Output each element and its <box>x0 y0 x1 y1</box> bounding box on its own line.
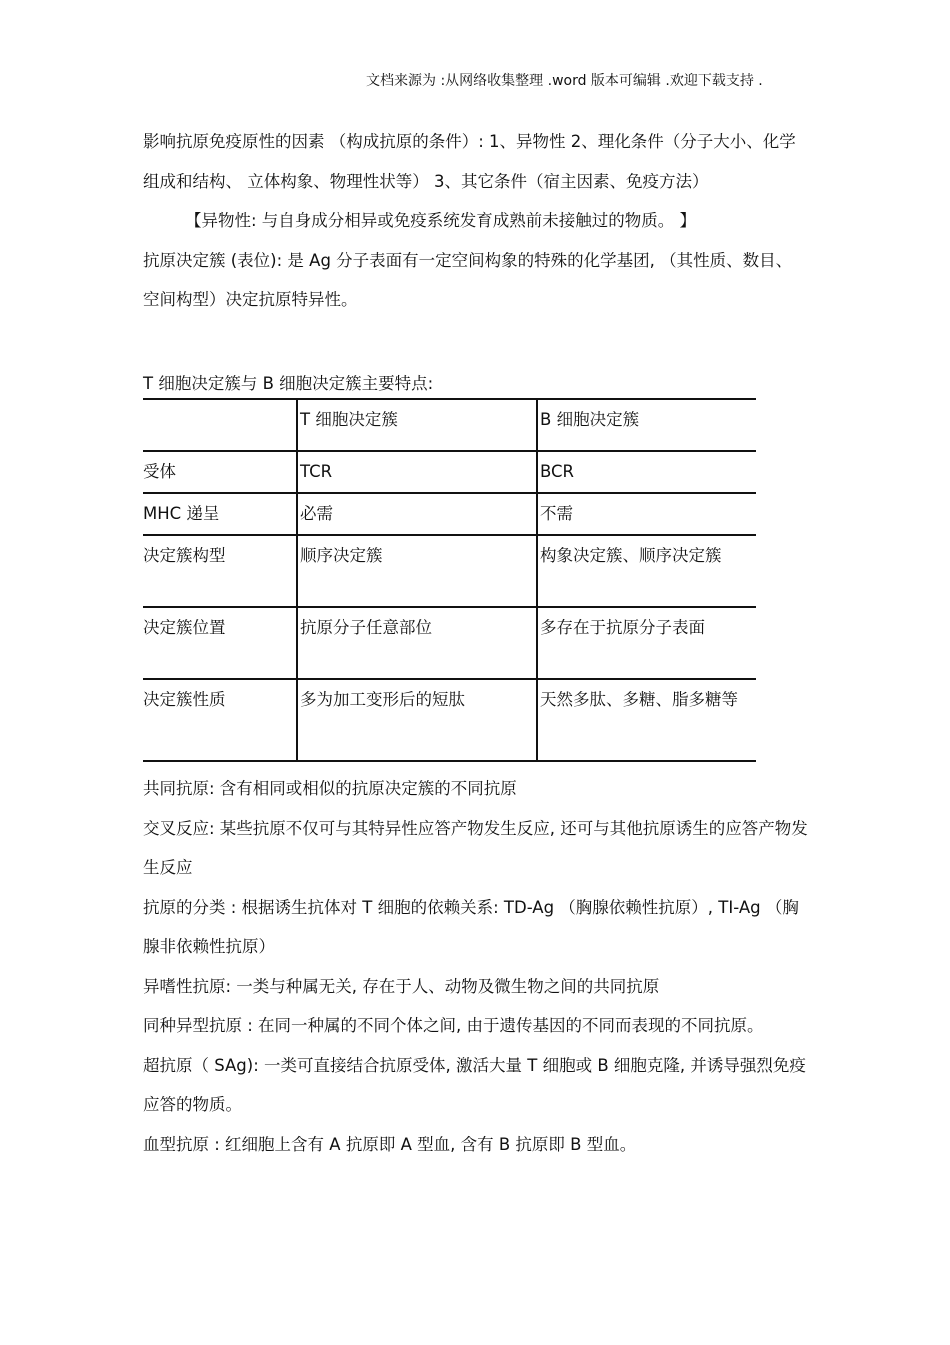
table-header-cell: T 细胞决定簇 <box>297 399 537 451</box>
page-header: 文档来源为 :从网络收集整理 .word 版本可编辑 .欢迎下载支持 . <box>366 73 763 89</box>
table-row <box>143 451 756 493</box>
table-row <box>143 607 756 679</box>
table-cell: BCR <box>537 451 756 493</box>
table-title: T 细胞决定簇与 B 细胞决定簇主要特点: <box>143 374 434 393</box>
paragraph-antigen-classification: 抗原的分类 : 根据诱生抗体对 T 细胞的依赖关系: TD-Ag （胸腺依赖性抗原）, TI-Ag （胸腺非依赖性抗原） <box>143 897 799 956</box>
paragraph-alloantigen: 同种异型抗原 : 在同一种属的不同个体之间, 由于遗传基因的不同而表现的不同抗原。 <box>143 1016 764 1035</box>
table-cell: 抗原分子任意部位 <box>297 607 537 679</box>
table-row <box>143 535 756 607</box>
table-cell: TCR <box>297 451 537 493</box>
table-header-cell: B 细胞决定簇 <box>537 399 756 451</box>
paragraph-blood-group-antigen: 血型抗原 : 红细胞上含有 A 抗原即 A 型血, 含有 B 抗原即 B 型血。 <box>143 1134 637 1154</box>
table-header-cell <box>143 399 297 451</box>
paragraph-common-antigen: 共同抗原: 含有相同或相似的抗原决定簇的不同抗原 <box>143 779 517 798</box>
definitions-section <box>143 769 808 1164</box>
table-cell: 受体 <box>143 451 297 493</box>
table-cell: 多存在于抗原分子表面 <box>537 607 756 679</box>
table-cell: 天然多肽、多糖、脂多糖等 <box>537 679 756 761</box>
paragraph-heterophile-antigen: 异嗜性抗原: 一类与种属无关, 存在于人、动物及微生物之间的共同抗原 <box>143 976 660 996</box>
table-cell: 构象决定簇、顺序决定簇 <box>537 535 756 607</box>
epitope-comparison-table <box>143 398 756 762</box>
intro-section <box>143 122 808 320</box>
table-row <box>143 493 756 535</box>
table-row <box>143 679 756 761</box>
paragraph-cross-reaction: 交叉反应: 某些抗原不仅可与其特异性应答产物发生反应, 还可与其他抗原诱生的应答产物发生反应 <box>143 818 808 877</box>
table-cell: 不需 <box>537 493 756 535</box>
table-cell: 决定簇位置 <box>143 607 297 679</box>
table-cell: 顺序决定簇 <box>297 535 537 607</box>
table-cell: 决定簇构型 <box>143 535 297 607</box>
paragraph-superantigen: 超抗原（ SAg): 一类可直接结合抗原受体, 激活大量 T 细胞或 B 细胞克隆, 并诱导强烈免疫应答的物质。 <box>143 1055 806 1114</box>
table-header-row <box>143 399 756 451</box>
paragraph-epitope: 抗原决定簇 (表位): 是 Ag 分子表面有一定空间构象的特殊的化学基团, （其性质、数目、空间构型）决定抗原特异性。 <box>143 250 793 309</box>
paragraph-immunogenicity-factors: 影响抗原免疫原性的因素 （构成抗原的条件）: 1、异物性 2、理化条件（分子大小、化学组成和结构、 立体构象、物理性状等） 3、其它条件（宿主因素、免疫方法） <box>143 132 796 191</box>
table-cell: 必需 <box>297 493 537 535</box>
table-cell: 决定簇性质 <box>143 679 297 761</box>
paragraph-foreignness: 【异物性: 与自身成分相异或免疫系统发育成熟前未接触过的物质。 】 <box>185 211 697 230</box>
table-cell: MHC 递呈 <box>143 493 297 535</box>
table-cell: 多为加工变形后的短肽 <box>297 679 537 761</box>
